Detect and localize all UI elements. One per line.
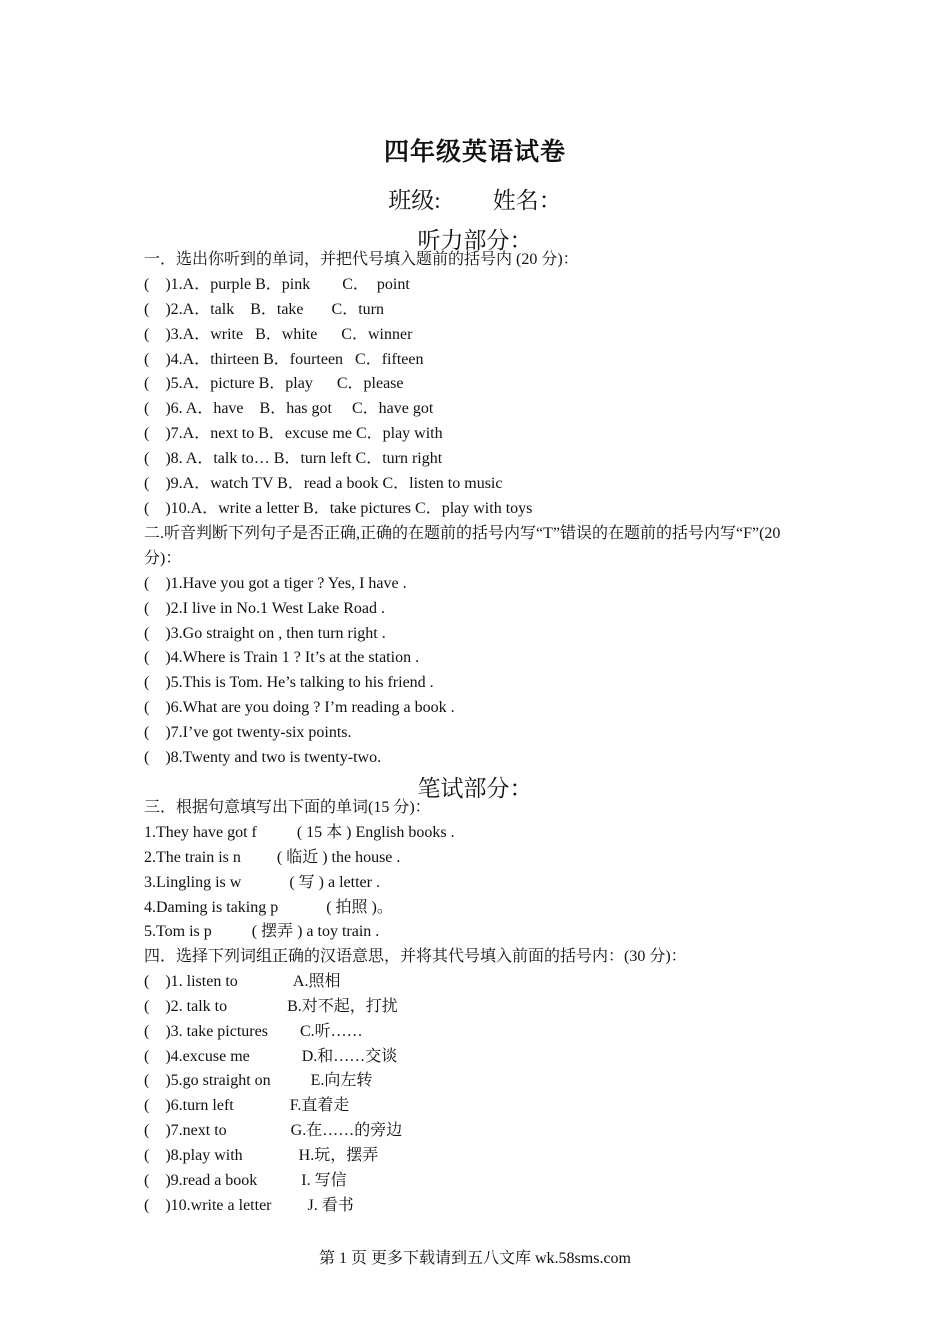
question-item: ( )7.A．next to B．excuse me C．play with [144,425,443,443]
class-label: 班级: [388,188,441,213]
question-item: ( )6.What are you doing ? I’m reading a book . [144,699,455,717]
writing-heading: 笔试部分： [417,776,533,801]
question-item: ( )9.A．watch TV B．read a book C．listen to music [144,475,503,493]
question-item: ( )3.A．write B．white C．winner [144,325,413,343]
question-item: ( )10.A．write a letter B．take pictures C．play with toys [144,499,533,517]
question-item: ( )5.A．picture B．play C．please [144,375,404,393]
matching-item: ( )4.excuse me D.和……交谈 [144,1047,398,1065]
question-item: ( )1.A．purple B．pink C． point [144,275,410,293]
matching-item: ( )10.write a letter J. 看书 [144,1196,354,1214]
question-item: ( )3.Go straight on , then turn right . [144,624,386,642]
question-item: ( )6. A．have B．has got C．have got [144,400,434,418]
matching-item: ( )5.go straight on E.向左转 [144,1072,373,1090]
question-item: ( )2.A．talk B．take C．turn [144,300,384,318]
matching-item: ( )9.read a book I. 写信 [144,1172,347,1190]
section-4 [144,945,824,1219]
question-item: ( )1.Have you got a tiger ? Yes, I have . [144,574,407,592]
fill-in-item: 3.Lingling is w ( 写 ) a letter . [144,873,380,891]
name-label: 姓名： [492,188,562,213]
matching-item: ( )1. listen to A.照相 [144,972,341,990]
fill-in-item: 2.The train is n ( 临近 ) the house . [144,848,401,866]
section-2 [144,522,824,771]
matching-item: ( )3. take pictures C.听…… [144,1022,363,1040]
matching-item: ( )6.turn left F.直着走 [144,1097,350,1115]
page-title: 四年级英语试卷 [383,139,566,166]
section-4-heading: 四．选择下列词组正确的汉语意思，并将其代号填入前面的括号内：(30 分)： [144,948,687,965]
section-1 [144,248,824,522]
question-item: ( )2.I live in No.1 West Lake Road . [144,599,386,617]
question-item: ( )4.A．thirteen B．fourteen C．fifteen [144,350,424,368]
question-item: ( )8. A．talk to… B．turn left C．turn right [144,450,443,468]
question-item: ( )4.Where is Train 1 ? It’s at the station . [144,649,420,667]
listening-heading: 听力部分： [417,228,533,253]
question-item: ( )8.Twenty and two is twenty-two. [144,749,382,767]
section-1-heading: 一．选出你听到的单词，并把代号填入题前的括号内 (20 分)： [144,251,579,268]
section-3-heading: 三．根据句意填写出下面的单词(15 分)： [144,799,431,816]
page-footer: 第 1 页 更多下载请到五八文库 wk.58sms.com [318,1250,631,1267]
section-2-heading: 二.听音判断下列句子是否正确,正确的在题前的括号内写“T”错误的在题前的括号内写“F”(20 分)： [144,525,781,567]
question-item: ( )5.This is Tom. He’s talking to his friend . [144,674,434,692]
fill-in-item: 1.They have got f ( 15 本 ) English books . [144,823,455,841]
matching-item: ( )8.play with H.玩，摆弄 [144,1147,379,1165]
fill-in-item: 5.Tom is p ( 摆弄 ) a toy train . [144,923,380,941]
section-3 [144,796,824,945]
question-item: ( )7.I’ve got twenty-six points. [144,724,352,742]
fill-in-item: 4.Daming is taking p ( 拍照 )。 [144,898,393,916]
matching-item: ( )2. talk to B.对不起，打扰 [144,997,398,1015]
class-name-line [0,182,950,215]
matching-item: ( )7.next to G.在……的旁边 [144,1122,403,1140]
